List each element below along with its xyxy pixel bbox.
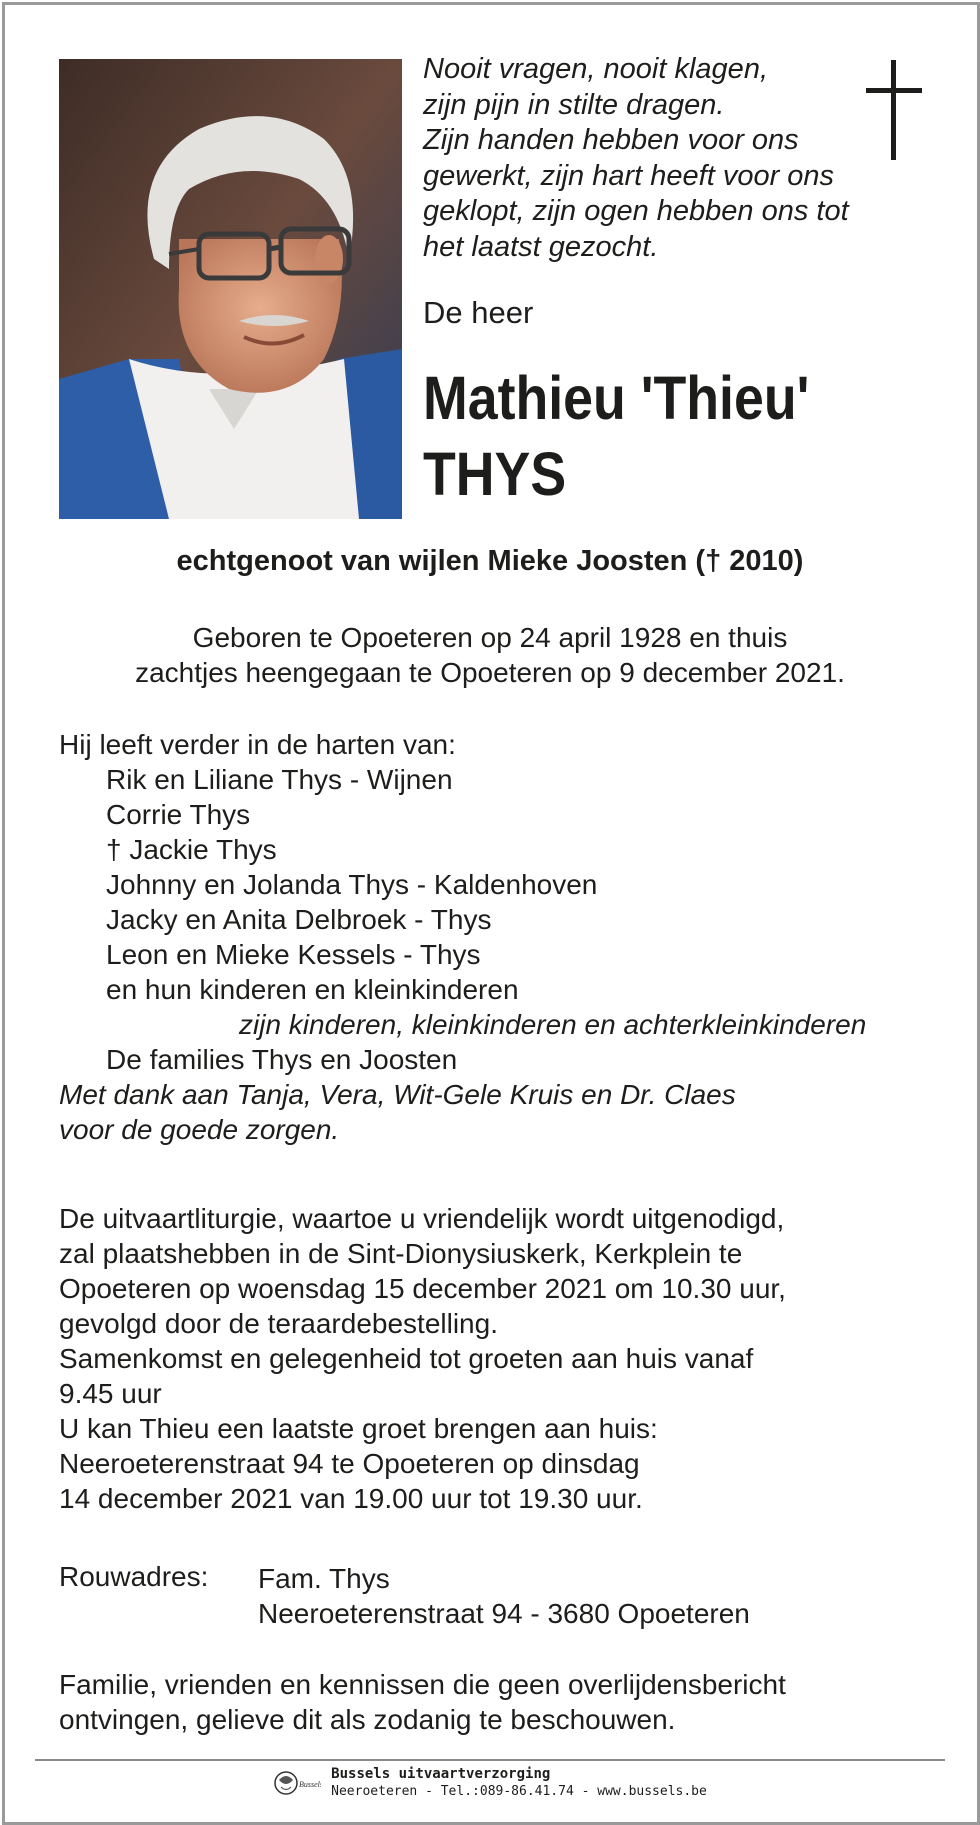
mourner-name: Leon en Mieke Kessels - Thys (106, 939, 481, 970)
poem-line: geklopt, zijn ogen hebben ons tot (423, 195, 849, 227)
mourner-name: Corrie Thys (106, 799, 251, 830)
address-line-2: Neeroeterenstraat 94 - 3680 Opoeteren (258, 1598, 750, 1629)
svg-text:Bussels: Bussels (299, 1780, 322, 1789)
mourner-name: Johnny en Jolanda Thys - Kaldenhoven (106, 869, 598, 900)
poem-line: gewerkt, zijn hart heeft voor ons (423, 159, 835, 192)
closing-note (59, 1667, 786, 1737)
funeral-home-contact: Neeroeteren - Tel.:089-86.41.74 - www.bussels.be (331, 1784, 707, 1799)
poem-line: Zijn handen hebben voor ons (423, 124, 799, 156)
mourner-name: Jacky en Anita Delbroek - Thys (106, 904, 492, 935)
born-line: zachtjes heengegaan te Opoeteren op 9 december 2021. (135, 657, 845, 688)
footer (0, 1766, 980, 1800)
mourning-address (258, 1561, 750, 1631)
birth-death-info (0, 620, 980, 690)
poem (423, 52, 893, 265)
deceased-name (423, 360, 809, 512)
mourner-name: en hun kinderen en kleinkinderen (106, 974, 519, 1005)
mourner-name: † Jackie Thys (106, 834, 277, 865)
funeral-home-logo (273, 1768, 321, 1798)
name-line-1: Mathieu 'Thieu' (423, 364, 810, 432)
poem-line: het laatst gezocht. (423, 230, 659, 263)
funeral-home-name: Bussels uitvaartverzorging (331, 1766, 551, 1782)
born-line: Geboren te Opoeteren op 24 april 1928 en thuis (192, 622, 788, 653)
address-label: Rouwadres: (59, 1561, 209, 1592)
funeral-line: 14 december 2021 van 19.00 uur tot 19.30 uur. (59, 1483, 643, 1514)
thanks-line: Met dank aan Tanja, Vera, Wit-Gele Kruis en Dr. Claes (59, 1079, 736, 1110)
funeral-line: Opoeteren op woensdag 15 december 2021 om 10.30 uur, (59, 1273, 786, 1304)
mourners-group-label: zijn kinderen, kleinkinderen en achterkleinkinderen (239, 1009, 867, 1040)
mourners-list (59, 727, 866, 1147)
funeral-line: gevolgd door de teraardebestelling. (59, 1308, 498, 1339)
funeral-line: 9.45 uur (59, 1378, 162, 1409)
closing-line: Familie, vrienden en kennissen die geen overlijdensbericht (59, 1669, 786, 1700)
closing-line: ontvingen, gelieve dit als zodanig te beschouwen. (59, 1704, 676, 1735)
funeral-line: Neeroeterenstraat 94 te Opoeteren op dinsdag (59, 1448, 640, 1479)
mourner-name: Rik en Liliane Thys - Wijnen (106, 764, 453, 795)
honorific: De heer (423, 295, 534, 330)
thanks-line: voor de goede zorgen. (59, 1114, 340, 1145)
funeral-line: zal plaatshebben in de Sint-Dionysiuskerk, Kerkplein te (59, 1238, 743, 1269)
poem-line: zijn pijn in stilte dragen. (423, 88, 725, 121)
funeral-line: De uitvaartliturgie, waartoe u vriendelijk wordt uitgenodigd, (59, 1203, 785, 1234)
spouse-line: echtgenoot van wijlen Mieke Joosten († 2010) (176, 545, 804, 577)
poem-line: Nooit vragen, nooit klagen, (423, 53, 768, 85)
funeral-line: Samenkomst en gelegenheid tot groeten aan huis vanaf (59, 1343, 754, 1374)
portrait-photo (59, 59, 402, 519)
cross-icon (866, 60, 922, 160)
funeral-line: U kan Thieu een laatste groet brengen aan huis: (59, 1413, 658, 1444)
mourners-intro: Hij leeft verder in de harten van: (59, 729, 456, 760)
footer-divider (35, 1759, 945, 1761)
families-line: De families Thys en Joosten (106, 1044, 458, 1075)
address-line-1: Fam. Thys (258, 1563, 390, 1594)
name-line-2: THYS (423, 440, 567, 508)
funeral-info (59, 1201, 786, 1516)
